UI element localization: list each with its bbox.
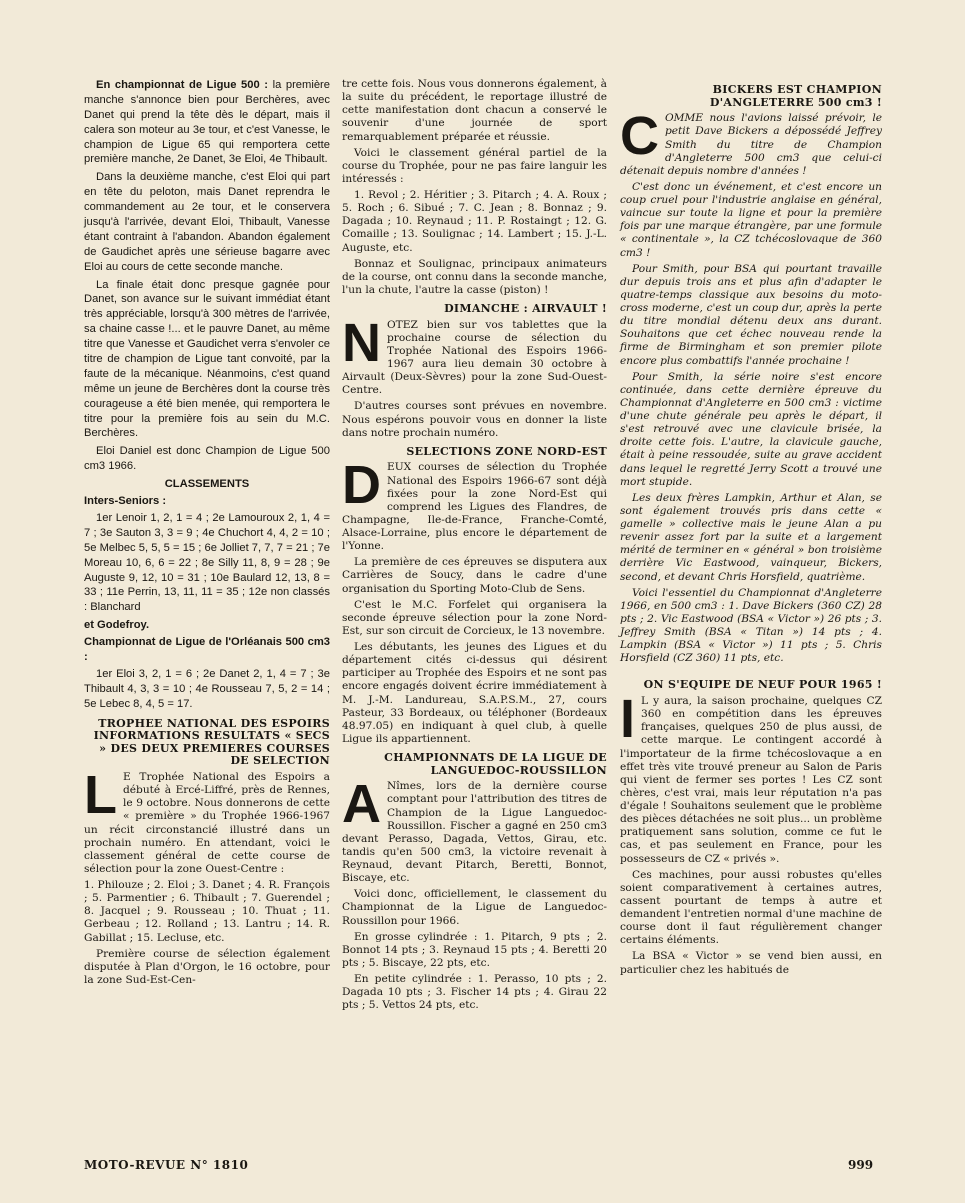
paragraph: Voici donc, officiellement, le classement du Championnat de la Ligue de Languedoc-Roussillon pour 1966. (342, 888, 607, 927)
paragraph: Les débutants, les jeunes des Ligues et du département cités ci-dessus qui désirent participer au Trophée des Espoirs et ne sont pas encore engagés doivent écrire immédiatement à M. J.-M. Landureau, S.A.P.S.M., 27, cours Pasteur, 33 Bordeaux, ou téléphoner (Bordeaux 48.97.05) en indiquant à quel club, à quelle Ligue ils appartiennent. (342, 641, 607, 745)
paragraph: C'est le M.C. Forfelet qui organisera la seconde épreuve sélection pour la zone Nord-Est, sur son circuit de Corcieux, le 13 novembre. (342, 598, 607, 637)
article-headline: BICKERS EST CHAMPION D'ANGLETERRE 500 cm3 ! (709, 83, 882, 109)
paragraph: 1. Revol ; 2. Héritier ; 3. Pitarch ; 4. A. Roux ; 5. Roch ; 6. Sibué ; 7. C. Jean ; 8. Bonnaz ; 9. Dagada ; 10. Reynaud ; 11. P. Rostaingt ; 12. G. Comaille ; 13. Soulignac ; 14. Lambert ; 15. J.-L. Auguste, etc. (342, 189, 607, 254)
paragraph: Voici le classement général partiel de la course du Trophée, pour ne pas faire languir les intéressés : (342, 146, 607, 185)
paragraph-text: L y aura, la saison prochaine, quelques CZ 360 en compétition dans les épreuves françaises, quelques 250 de plus aussi, de cette marque. Le contingent accordé à l'importateur de la firme tchécoslovaque a en effet très vite trouvé preneur au Salon de Paris qui vient de fermer ses portes ! Les CZ sont chères, c'est vrai, mais leur réputation n'a pas d'égale ! Souhaitons seulement que le problème des pièces détachées ne soit plus... un problème pratiquement sans solution, comme ce fut le cas, et pas seulement en France, pour les possesseurs de CZ « privés ». (620, 695, 882, 865)
paragraph-text: E Trophée National des Espoirs a débuté à Ercé-Liffré, près de Rennes, le 9 octobre. Nous donnerons de cette « première » du Trophée 1966-1967 un récit circonstancié illustré dans un prochain numéro. En attendant, voici le classement général de cette course de sélection pour la zone Ouest-Centre : (84, 771, 330, 875)
drop-cap: I (620, 689, 636, 750)
paragraph-text: OTEZ bien sur vos tablettes que la prochaine course de sélection du Trophée National des Espoirs 1966-1967 aura lieu demain 30 octobre à Airvault (Deux-Sèvres) pour la zone Sud-Ouest-Centre. (342, 318, 607, 397)
paragraph (84, 78, 330, 167)
paragraph-text: la première manche s'annonce bien pour Berchères, avec Danet qui prend la tête dès le départ, mais il calera son moteur au 3e tour, et c'est Vanesse, le champion de Ligue 65 qui remportera cette première manche, 2e Danet, 3e Eloi, 4e Thibault. (84, 79, 331, 166)
article-headline: SELECTIONS ZONE NORD-EST (406, 444, 607, 458)
drop-cap: N (342, 312, 381, 373)
paragraph: En grosse cylindrée : 1. Pitarch, 9 pts ; 2. Bonnot 14 pts ; 3. Reynaud 15 pts ; 4. Beretti 20 pts ; 5. Biscaye, 22 pts, etc. (342, 930, 607, 969)
paragraph (84, 765, 330, 876)
drop-cap: A (342, 774, 381, 835)
paragraph (342, 455, 607, 553)
paragraph: Les deux frères Lampkin, Arthur et Alan, se sont également trouvés pris dans cette « gamelle » collective mais le jeune Alan a pu revenir assez fort par la suite et a largement mérité de terminer en « général » bon troisième derrière Vic Eastwood, vainqueur, Bickers, second, et devant Chris Horsfield, quatrième. (620, 491, 882, 583)
results-heading: et Godefroy. (84, 619, 150, 632)
paragraph: La finale était donc presque gagnée pour Danet, son avance sur le suivant immédiat étant très appréciable, lorsqu'à 300 mètres de l'arrivée, sa chaine casse !... et le pauvre Danet, au même titre que Vanesse et Gaudichet verra s'envoler ce titre de champion de Ligue tant convoité, par la faute de la mécanique. Néanmoins, c'est quand même un jeune de Berchères dont la course très courageuse a été bien menée, qui remportera le titre pour la première fois au sein du M.C. Berchères. (84, 278, 330, 440)
paragraph-text: OMME nous l'avions laissé prévoir, le petit Dave Bickers a dépossédé Jeffrey Smith du titre de Champion d'Angleterre 500 cm3 que celui-ci détenait depuis nombre d'années ! (620, 112, 882, 177)
article-headline: TROPHEE NATIONAL DES ESPOIRS INFORMATIONS RESULTATS « SECS » DES DEUX PREMIERES COURSES DE SELECTION (93, 716, 330, 768)
paragraph: tre cette fois. Nous vous donnerons également, à la suite du précédent, le reportage illustré de cette manifestation dont chacun a conservé le souvenir d'une journée de sport remarquablement préparée et réussie. (342, 78, 607, 143)
article-headline: DIMANCHE : AIRVAULT ! (444, 302, 607, 315)
paragraph: Pour Smith, la série noire s'est encore continuée, dans cette dernière épreuve du Championnat d'Angleterre en 500 cm3 : victime d'une chute générale peu après le départ, il s'est retrouvé avec une clavicule brisée, la droite cette fois. L'autre, la clavicule gauche, était à peine ressoudée, suite au grave accident dans lequel le regretté Jerry Scott a trouvé une mort stupide. (620, 370, 882, 488)
paragraph (342, 312, 607, 398)
paragraph: Dans la deuxième manche, c'est Eloi qui part en tête du peloton, mais Danet reprendra le commandement au 2e tour, et le conservera jusqu'à l'arrivée, devant Eloi, Thibault, Vanesse étant contraint à l'abandon. Abandon également de Gaudichet après une sérieuse bagarre avec Eloi au cours de cette seconde manche. (84, 171, 330, 273)
paragraph: C'est donc un événement, et c'est encore un coup cruel pour l'industrie anglaise en général, vaincue sur toute la ligne et pour la première fois par une marque étrangère, par une formule « continentale », la CZ tchécoslovaque de 360 cm3 ! (620, 180, 882, 259)
paragraph (342, 774, 607, 885)
paragraph-text: EUX courses de sélection du Trophée National des Espoirs 1966-67 sont déjà fixées pour la zone Nord-Est qui comprend les Ligues des Flandres, de Champagne, Ile-de-France, Franche-Comté, Alsace-Lorraine, plus encore le département de l'Yonne. (342, 461, 607, 553)
drop-cap: D (342, 455, 381, 516)
article-headline: CHAMPIONNATS DE LA LIGUE DE LANGUEDOC-ROUSSILLON (384, 751, 607, 777)
drop-cap: L (84, 765, 117, 826)
paragraph-text: Nîmes, lors de la dernière course comptant pour l'attribution des titres de Champion de la Ligue Languedoc-Roussillon. Fischer a gagné en 250 cm3 devant Perasso, Dagada, Vettos, Girau, etc. tandis qu'en 500 cm3, la victoire revenait à Reynaud, devant Pitarch, Beretti, Bonnot, Biscaye, etc. (342, 780, 607, 885)
paragraph: Pour Smith, pour BSA qui pourtant travaille dur depuis trois ans et plus afin d'adapter le quatre-temps classique aux besoins du moto-cross moderne, c'est un coup dur, après la perte du titre mondial détenu deux ans durant. Souhaitons que cet échec nouveau rende la firme de Birmingham et son premier pilote encore plus combattifs l'année prochaine ! (620, 262, 882, 367)
paragraph: Ces machines, pour aussi robustes qu'elles soient comparativement à certaines autres, cassent pourtant de temps à autre et demandent l'entretien normal d'une machine de course dont il faut régulièrement changer certains éléments. (620, 868, 882, 947)
results-heading: Championnat de Ligue de l'Orléanais 500 cm3 : (84, 636, 330, 663)
paragraph: La première de ces épreuves se disputera aux Carrières de Soucy, dans le cadre d'une organisation du Sporting Moto-Club de Sens. (342, 556, 607, 595)
paragraph (620, 106, 882, 178)
results-heading: Inters-Seniors : (84, 495, 167, 508)
paragraph: 1. Philouze ; 2. Eloi ; 3. Danet ; 4. R. François ; 5. Parmentier ; 6. Thibault ; 7. Guerendel ; 8. Jacquel ; 9. Rousseau ; 10. Thuat ; 11. Gerbeau ; 12. Rolland ; 13. Lantru ; 14. R. Gabillat ; 15. Lecluse, etc. (84, 879, 330, 944)
paragraph: En petite cylindrée : 1. Perasso, 10 pts ; 2. Dagada 10 pts ; 3. Fischer 14 pts ; 4. Girau 22 pts ; 5. Vettos 24 pts, etc. (342, 973, 607, 1012)
paragraph (620, 689, 882, 866)
column-middle (342, 78, 607, 1015)
paragraph: D'autres courses sont prévues en novembre. Nous espérons pouvoir vous en donner la liste dans notre prochain numéro. (342, 400, 607, 439)
article-headline: ON S'EQUIPE DE NEUF POUR 1965 ! (643, 678, 882, 692)
paragraph: Eloi Daniel est donc Champion de Ligue 500 cm3 1966. (84, 445, 330, 473)
page-footer-title: MOTO-REVUE N° 1810 (84, 1158, 249, 1172)
paragraph-lead: En championnat de Ligue 500 : (96, 79, 269, 91)
section-heading: CLASSEMENTS (164, 478, 250, 491)
column-left (84, 78, 330, 990)
paragraph: Première course de sélection également disputée à Plan d'Orgon, le 16 octobre, pour la zone Sud-Est-Cen- (84, 947, 330, 986)
page-number: 999 (848, 1158, 874, 1172)
results-text: 1er Lenoir 1, 2, 1 = 4 ; 2e Lamouroux 2, 1, 4 = 7 ; 3e Sauton 3, 3 = 9 ; 4e Chuchort 4, 4, 2 = 10 ; 5e Melbec 5, 5, 5 = 15 ; 6e Jolliet 7, 7, 7 = 21 ; 7e Moreau 10, 6, 6 = 22 ; 8e Silly 11, 8, 9 = 28 ; 9e Auguste 9, 12, 10 = 31 ; 10e Baulard 12, 13, 8 = 33 ; 11e Perrin, 13, 11, 11 = 35 ; 12e non classés : Blanchard (84, 511, 330, 614)
results-text: 1er Eloi 3, 2, 1 = 6 ; 2e Danet 2, 1, 4 = 7 ; 3e Thibault 4, 3, 3 = 10 ; 4e Rousseau 7, 5, 2 = 14 ; 5e Lebec 8, 4, 5 = 17. (84, 667, 330, 710)
drop-cap: C (620, 106, 659, 167)
column-right (620, 78, 882, 980)
paragraph: Bonnaz et Soulignac, principaux animateurs de la course, ont connu dans la seconde manche, l'un la chute, l'autre la casse (piston) ! (342, 257, 607, 296)
paragraph: Voici l'essentiel du Championnat d'Angleterre 1966, en 500 cm3 : 1. Dave Bickers (360 CZ) 28 pts ; 2. Vic Eastwood (BSA « Victor ») 26 pts ; 3. Jeffrey Smith (BSA « Titan ») 14 pts ; 4. Lampkin (BSA « Victor ») 11 pts ; 5. Chris Horsfield (CZ 360) 11 pts, etc. (620, 586, 882, 665)
paragraph: La BSA « Victor » se vend bien aussi, en particulier chez les habitués de (620, 950, 882, 976)
